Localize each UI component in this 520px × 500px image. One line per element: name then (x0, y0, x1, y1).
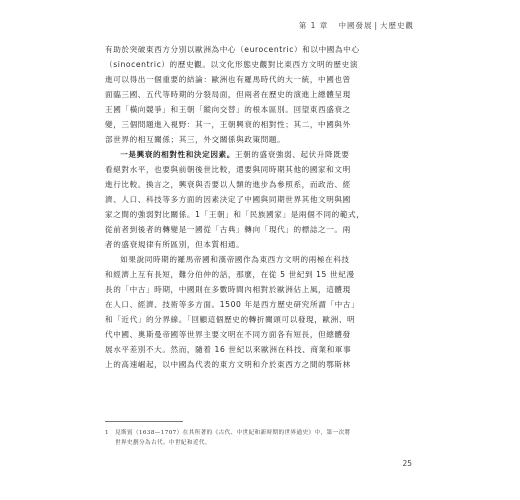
text-line: 上的高速崛起，以中國為代表的東方文明和介於東西方之間的鄂斯林 (105, 360, 351, 369)
text-line: （sinocentric）的歷史觀。以文化形態史觀對比東西方文明的歷史演 (105, 60, 359, 69)
text-line: 濟、人口、科技等多方面的因素決定了中國與同期世界其他文明與國 (105, 195, 351, 204)
running-header (299, 20, 414, 31)
chapter-label: 第 1 章 (298, 21, 329, 30)
text-line: 有助於突破東西方分別以歐洲為中心（eurocentric）和以中國為中心 (105, 45, 360, 54)
header-title-1: 中國發展 (338, 21, 373, 30)
text-line: 在人口、經濟、技術等多方面。1500 年是西方歷史研究所謂「中古」 (105, 300, 360, 309)
text-line: 代中國、奧斯曼帝國等世界主要文明在不同方面各有短長，但總體發 (105, 330, 351, 339)
text-line: 家之間的強弱對比關係。1「王朝」和「民族國家」是兩個不同的範式， (105, 210, 365, 219)
paragraph-2 (105, 147, 415, 252)
footnote-line-2: 世界史劃分為古代、中世紀和近代。 (115, 440, 211, 446)
header-title-2: 大歷史觀 (380, 21, 414, 30)
text-line: 長的「中古」時期，中國則在多數時間內相對於歐洲佔上風，這體現 (105, 285, 351, 294)
page-number: 25 (402, 459, 412, 468)
footnote-rule (105, 421, 183, 422)
body-text (105, 42, 415, 372)
paragraph-3 (105, 252, 415, 372)
bold-lead-in: 一是興衰的相對性和決定因素。 (120, 150, 235, 159)
text-line: 部世界的相互關係；其三，外交關係與政策問題。 (105, 135, 286, 144)
footnote (105, 428, 405, 448)
text-line: 面臨三國、五代等時期的分裂局面，但兩者在歷史的演進上總體呈現 (105, 90, 351, 99)
footnote-line-1: 見斯賓（1638—1707）在其所著的《古代、中世紀和新時期的世界通史》中，第一次將 (115, 430, 351, 436)
text-line: 看絕對水平，也要與前朝後世比較，還要與同時期其他的國家和文明 (105, 165, 351, 174)
text-line: 如果說同時期的羅馬帝國和漢帝國作為東西方文明的兩極在科技 (120, 255, 350, 264)
footnote-number: 1 (105, 430, 109, 436)
text-line: 變，三個問題進入視野：其一，王朝興衰的相對性；其二，中國與外 (105, 120, 351, 129)
header-separator: | (374, 21, 378, 30)
text-line: 從前者到後者的轉變是一國從「古典」轉向「現代」的標誌之一。兩 (105, 225, 351, 234)
text-line: 進可以得出一個重要的結論：歐洲也有羅馬時代的大一統，中國也曾 (105, 75, 351, 84)
text-line: 者的盛衰規律有所區別，但本質相通。 (105, 240, 245, 249)
text-line: 展水平差別不大。然而，隨着 16 世紀以來歐洲在科技、商業和軍事 (105, 345, 352, 354)
text-line: 和經濟上互有長短，難分伯仲的話，那麼，在從 5 世紀到 15 世紀漫 (105, 270, 355, 279)
text-line: 王朝的盛衰強弱、起伏升降既要 (234, 150, 350, 159)
text-line: 王國「橫向競爭」和王朝「縱向交替」的根本區別。回望東西盛衰之 (105, 105, 351, 114)
paragraph-1 (105, 42, 415, 147)
text-line: 進行比較。換言之，興衰與否要以人類的進步為參照系，而政治、經 (105, 180, 351, 189)
text-line: 和「近代」的分界線。「回顧這個歷史的轉折關頭可以發現，歐洲、明 (105, 315, 356, 324)
